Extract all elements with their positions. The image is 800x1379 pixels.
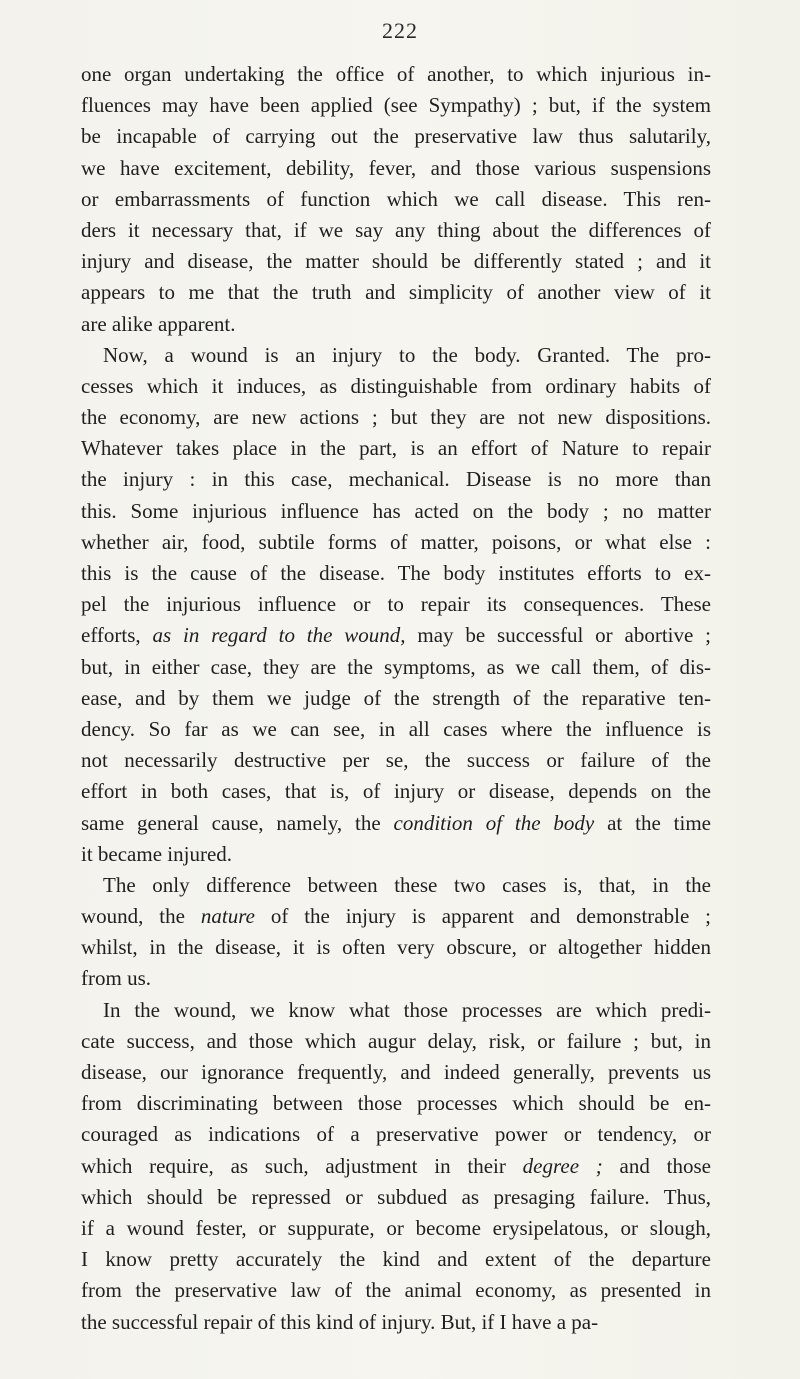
text-line: appears to me that the truth and simplicity of another view of it [81, 280, 711, 305]
text-line [81, 620, 711, 651]
text-line: fluences may have been applied (see Sympathy) ; but, if the system [81, 93, 711, 118]
italic-text-run: as in regard to the wound, [152, 623, 406, 648]
text-line: the economy, are new actions ; but they are not new dispositions. [81, 405, 711, 430]
text-line: from the preservative law of the animal economy, as presented in [81, 1278, 711, 1303]
text-line: dency. So far as we can see, in all cases where the influence is [81, 716, 711, 741]
text-line: whilst, in the disease, it is often very obscure, or altogether hidden [81, 935, 711, 960]
body-text [81, 59, 711, 1338]
text-line: cesses which it induces, as distinguishable from ordinary habits of [81, 373, 711, 398]
text-line: Whatever takes place in the part, is an effort of Nature to repair [81, 436, 711, 461]
text-line: ders it necessary that, if we say any thing about the differences of [81, 217, 711, 242]
text-line: cate success, and those which augur delay, risk, or failure ; but, in [81, 1028, 711, 1053]
text-line [81, 808, 711, 839]
text-line: be incapable of carrying out the preservative law thus salutarily, [81, 124, 711, 149]
text-line: we have excitement, debility, fever, and those various suspensions [81, 155, 711, 180]
page-number: 222 [382, 18, 418, 43]
text-run: same general cause, namely, the [81, 810, 394, 835]
text-line: injury and disease, the matter should be differently stated ; and it [81, 249, 711, 274]
text-line: ease, and by them we judge of the strength of the reparative ten- [81, 685, 711, 710]
text-line: I know pretty accurately the kind and extent of the departure [81, 1247, 711, 1272]
text-run: efforts, [81, 623, 153, 648]
text-run: wound, the [81, 904, 201, 929]
italic-text-run: nature [200, 904, 255, 929]
text-line: one organ undertaking the office of another, to which injurious in- [81, 62, 711, 86]
text-line: not necessarily destructive per se, the success or failure of the [81, 748, 711, 773]
text-line: this. Some injurious influence has acted on the body ; no matter [81, 498, 711, 523]
text-run: may be successful or abortive ; [405, 623, 711, 648]
text-line: Now, a wound is an injury to the body. Granted. The pro- [103, 342, 711, 367]
text-line: disease, our ignorance frequently, and indeed generally, prevents us [81, 1060, 711, 1084]
text-line: from discriminating between those processes which should be en- [81, 1091, 711, 1116]
text-run: of the injury is apparent and demonstrable ; [254, 904, 711, 929]
text-line: are alike apparent. [81, 311, 236, 336]
italic-text-run: degree ; [522, 1153, 603, 1178]
text-line: whether air, food, subtile forms of matter, poisons, or what else : [81, 529, 711, 554]
text-line: if a wound fester, or suppurate, or become erysipelatous, or slough, [81, 1215, 711, 1240]
text-run: and those [602, 1153, 711, 1178]
text-line: but, in either case, they are the symptoms, as we call them, of dis- [81, 654, 711, 679]
italic-text-run: condition of the body [393, 810, 595, 835]
text-line: which should be repressed or subdued as presaging failure. Thus, [81, 1184, 711, 1209]
text-run: at the time [594, 810, 711, 835]
text-line: In the wound, we know what those processes are which predi- [103, 997, 711, 1022]
text-line: the successful repair of this kind of injury. But, if I have a pa- [81, 1309, 599, 1334]
text-line: couraged as indications of a preservative power or tendency, or [81, 1122, 711, 1147]
text-line: it became injured. [81, 841, 233, 866]
text-line: or embarrassments of function which we call disease. This ren- [81, 186, 711, 211]
text-line: this is the cause of the disease. The body institutes efforts to ex- [81, 561, 711, 585]
text-line [81, 901, 711, 932]
text-line: pel the injurious influence or to repair its consequences. These [81, 592, 711, 617]
text-line: the injury : in this case, mechanical. Disease is no more than [81, 467, 711, 492]
text-line: The only difference between these two cases is, that, in the [103, 872, 711, 897]
text-line: effort in both cases, that is, of injury or disease, depends on the [81, 779, 711, 804]
text-run: which require, as such, adjustment in their [81, 1153, 523, 1178]
text-line [81, 1151, 711, 1182]
text-line: from us. [81, 966, 151, 991]
